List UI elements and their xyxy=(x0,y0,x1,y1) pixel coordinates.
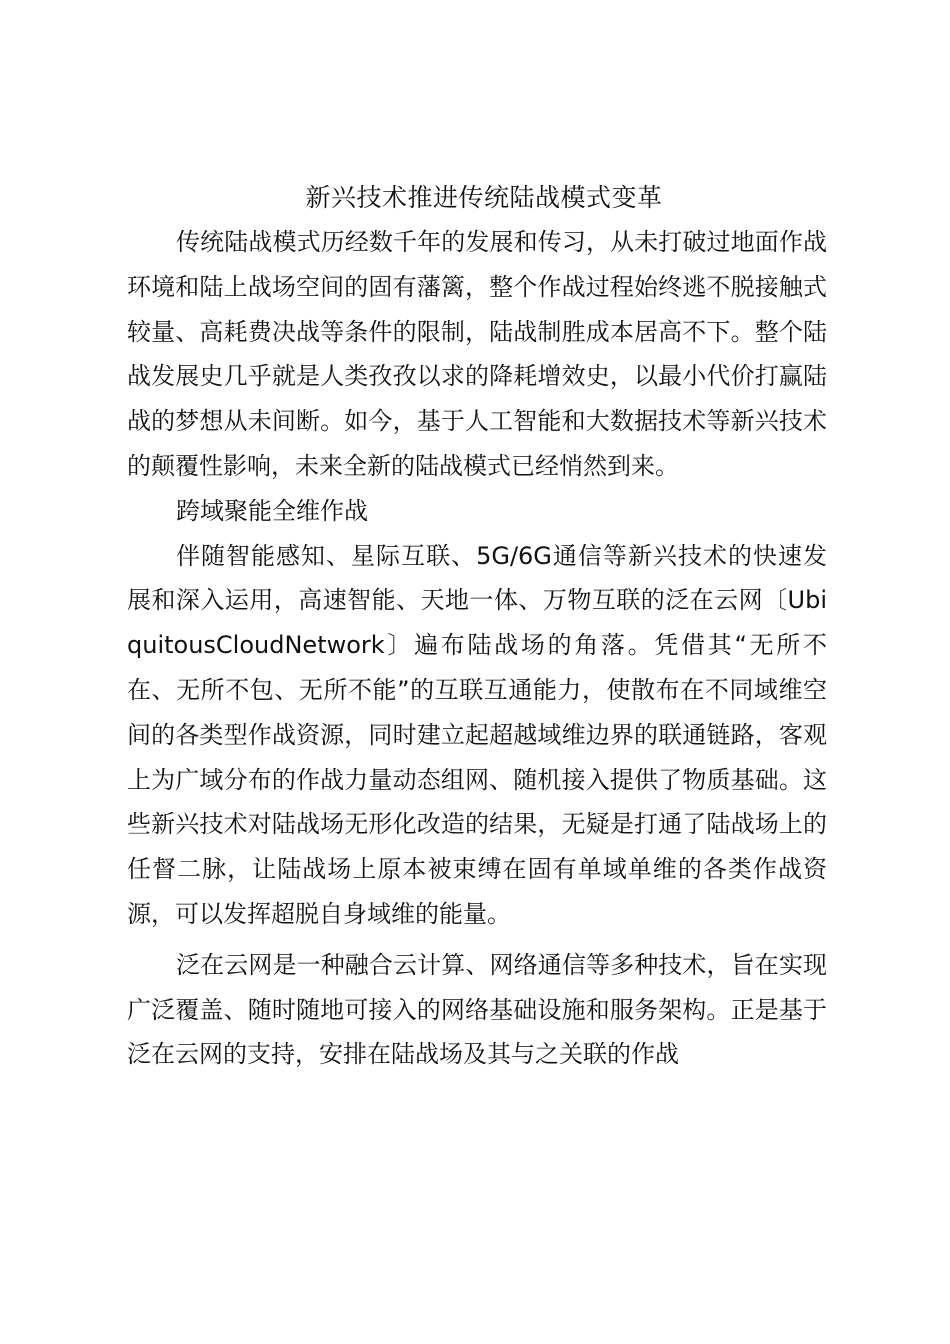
paragraph-definition: 泛在云网是一种融合云计算、网络通信等多种技术，旨在实现广泛覆盖、随时随地可接入的网络基础设施和服务架构。正是基于泛在云网的支持，安排在陆战场及其与之关联的作战 xyxy=(127,950,827,1069)
document-title: 新兴技术推进传统陆战模式变革 xyxy=(305,183,663,212)
paragraph-intro: 传统陆战模式历经数千年的发展和传习，从未打破过地面作战环境和陆上战场空间的固有藩篱，整个作战过程始终逃不脱接触式较量、高耗费决战等条件的限制，陆战制胜成本居高不下。整个陆战发展史几乎就是人类孜孜以求的降耗增效史，以最小代价打赢陆战的梦想从未间断。如今，基于人工智能和大数据技术等新兴技术的颠覆性影响，未来全新的陆战模式已经悄然到来。 xyxy=(127,228,827,480)
paragraph-cloud-network: 伴随智能感知、星际互联、5G/6G通信等新兴技术的快速发展和深入运用，高速智能、天地一体、万物互联的泛在云网〔UbiquitousCloudNetwork〕遍布陆战场的角落。凭借其“无所不在、无所不包、无所不能”的互联互通能力，使散布在不同域维空间的各类型作战资源，同时建立起超越域维边界的联通链路，客观上为广域分布的作战力量动态组网、随机接入提供了物质基础。这些新兴技术对陆战场无形化改造的结果，无疑是打通了陆战场上的任督二脉，让陆战场上原本被束缚在固有单域单维的各类作战资源，可以发挥超脱自身域维的能量。 xyxy=(127,541,827,928)
document-page xyxy=(127,176,827,1077)
section-heading: 跨域聚能全维作战 xyxy=(176,496,368,525)
